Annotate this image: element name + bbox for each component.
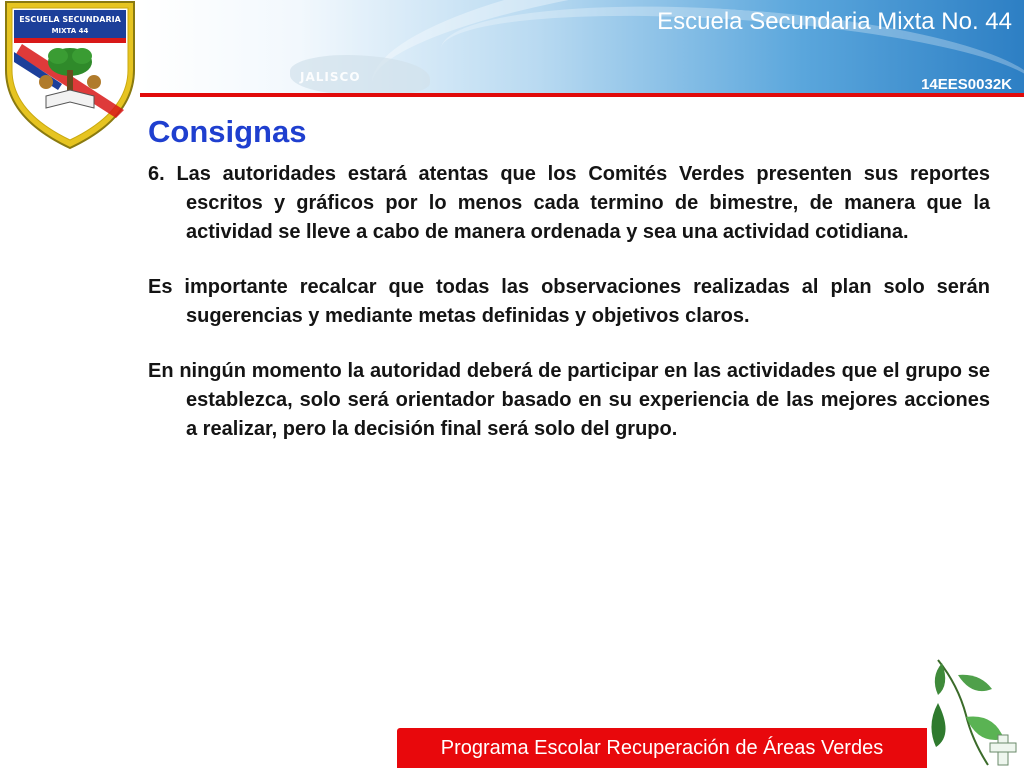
footer-banner xyxy=(397,728,927,768)
school-crest-icon xyxy=(2,0,138,150)
slide-title: Consignas xyxy=(148,114,307,149)
body-paragraph: 6. Las autoridades estará atentas que los Comités Verdes presenten sus reportes escritos y gráficos por lo menos cada termino de bimestre, de manera que la actividad se lleve a cabo de manera ordenada y sea una actividad cotidiana. xyxy=(148,163,990,243)
body-paragraph: Es importante recalcar que todas las observaciones realizadas al plan solo serán sugerencias y mediante metas definidas y objetivos claros. xyxy=(148,276,990,327)
crest-text-line1: ESCUELA SECUNDARIA xyxy=(19,15,121,24)
crest-text-line2: MIXTA 44 xyxy=(51,27,89,35)
map-label: JALISCO xyxy=(300,70,361,84)
body-paragraph: En ningún momento la autoridad deberá de participar en las actividades que el grupo se establezca, solo será orientador basado en su experiencia de las mejores acciones a realizar, pero la decisión final será solo del grupo. xyxy=(148,360,990,440)
header-divider xyxy=(140,93,1024,97)
school-name: Escuela Secundaria Mixta No. 44 xyxy=(657,8,1012,35)
program-label: Programa Escolar Recuperación de Áreas Verdes xyxy=(440,736,884,759)
slide-body xyxy=(148,160,990,470)
school-code: 14EES0032K xyxy=(921,76,1012,93)
leaf-branch-icon xyxy=(928,655,1024,768)
header-banner xyxy=(140,0,1024,95)
